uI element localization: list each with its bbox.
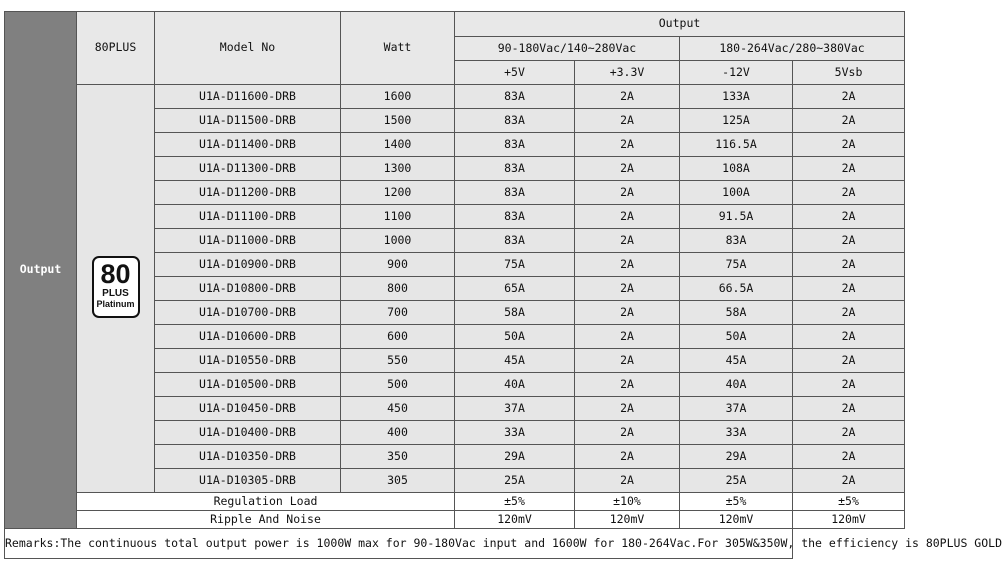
model-cell: U1A-D10400-DRB (155, 421, 341, 445)
rail-5v-cell: 45A (455, 349, 575, 373)
rail-5v-cell: 83A (455, 133, 575, 157)
output-side-label: Output (5, 12, 77, 529)
rail-5vsb-cell: 2A (793, 349, 905, 373)
rail-3v3-cell: 2A (575, 133, 680, 157)
ripple-noise-value: 120mV (455, 511, 575, 529)
rail-n12v-cell: 37A (680, 397, 793, 421)
rail-5vsb-cell: 2A (793, 109, 905, 133)
watt-cell: 1200 (341, 181, 455, 205)
regulation-load-value: ±10% (575, 493, 680, 511)
watt-cell: 350 (341, 445, 455, 469)
rail-n12v-cell: 91.5A (680, 205, 793, 229)
model-cell: U1A-D11500-DRB (155, 109, 341, 133)
watt-cell: 1400 (341, 133, 455, 157)
rail-5vsb-cell: 2A (793, 421, 905, 445)
header-rail-3v3: +3.3V (575, 61, 680, 85)
rail-5v-cell: 83A (455, 181, 575, 205)
watt-cell: 800 (341, 277, 455, 301)
logo-number: 80 (100, 259, 131, 290)
rail-5v-cell: 83A (455, 85, 575, 109)
ripple-noise-value: 120mV (575, 511, 680, 529)
rail-3v3-cell: 2A (575, 253, 680, 277)
rail-3v3-cell: 2A (575, 373, 680, 397)
header-output: Output (455, 12, 905, 37)
watt-cell: 600 (341, 325, 455, 349)
model-cell: U1A-D11600-DRB (155, 85, 341, 109)
watt-cell: 1300 (341, 157, 455, 181)
watt-cell: 400 (341, 421, 455, 445)
rail-n12v-cell: 75A (680, 253, 793, 277)
ripple-noise-value: 120mV (680, 511, 793, 529)
rail-3v3-cell: 2A (575, 109, 680, 133)
rail-5v-cell: 25A (455, 469, 575, 493)
logo-plus: PLUS (102, 288, 129, 300)
header-80plus: 80PLUS (77, 12, 155, 85)
watt-cell: 550 (341, 349, 455, 373)
logo-tier: Platinum (96, 299, 135, 310)
rail-5v-cell: 75A (455, 253, 575, 277)
rail-n12v-cell: 133A (680, 85, 793, 109)
watt-cell: 1500 (341, 109, 455, 133)
rail-3v3-cell: 2A (575, 325, 680, 349)
rail-5v-cell: 33A (455, 421, 575, 445)
regulation-load-value: ±5% (455, 493, 575, 511)
model-cell: U1A-D11100-DRB (155, 205, 341, 229)
model-cell: U1A-D11400-DRB (155, 133, 341, 157)
rail-n12v-cell: 108A (680, 157, 793, 181)
80plus-platinum-logo (92, 256, 140, 318)
rail-3v3-cell: 2A (575, 229, 680, 253)
model-cell: U1A-D10350-DRB (155, 445, 341, 469)
rail-n12v-cell: 116.5A (680, 133, 793, 157)
rail-3v3-cell: 2A (575, 469, 680, 493)
rail-3v3-cell: 2A (575, 421, 680, 445)
remarks-text: Remarks:The continuous total output power is 1000W max for 90-180Vac input and 1600W for 180-264Vac.For 305W&350W, the efficiency is 80PLUS GOLD (5, 529, 793, 559)
rail-5v-cell: 83A (455, 229, 575, 253)
model-cell: U1A-D10900-DRB (155, 253, 341, 277)
rail-n12v-cell: 100A (680, 181, 793, 205)
rail-5v-cell: 58A (455, 301, 575, 325)
80plus-platinum-logo-cell (77, 85, 155, 493)
ripple-noise-value: 120mV (793, 511, 905, 529)
header-model-no: Model No (155, 12, 341, 85)
rail-5v-cell: 83A (455, 157, 575, 181)
rail-5vsb-cell: 2A (793, 253, 905, 277)
model-cell: U1A-D10700-DRB (155, 301, 341, 325)
watt-cell: 700 (341, 301, 455, 325)
rail-n12v-cell: 45A (680, 349, 793, 373)
rail-3v3-cell: 2A (575, 301, 680, 325)
header-input-range-high: 180-264Vac/280~380Vac (680, 37, 905, 61)
rail-5v-cell: 65A (455, 277, 575, 301)
watt-cell: 305 (341, 469, 455, 493)
rail-5vsb-cell: 2A (793, 229, 905, 253)
model-cell: U1A-D11000-DRB (155, 229, 341, 253)
rail-5vsb-cell: 2A (793, 445, 905, 469)
table-row (5, 85, 905, 109)
rail-3v3-cell: 2A (575, 397, 680, 421)
rail-5v-cell: 50A (455, 325, 575, 349)
rail-n12v-cell: 58A (680, 301, 793, 325)
watt-cell: 1000 (341, 229, 455, 253)
rail-5vsb-cell: 2A (793, 205, 905, 229)
rail-n12v-cell: 66.5A (680, 277, 793, 301)
header-rail-n12v: -12V (680, 61, 793, 85)
model-cell: U1A-D10450-DRB (155, 397, 341, 421)
model-cell: U1A-D10305-DRB (155, 469, 341, 493)
watt-cell: 500 (341, 373, 455, 397)
watt-cell: 1100 (341, 205, 455, 229)
rail-5vsb-cell: 2A (793, 157, 905, 181)
header-watt: Watt (341, 12, 455, 85)
rail-n12v-cell: 29A (680, 445, 793, 469)
regulation-load-label: Regulation Load (77, 493, 455, 511)
rail-5v-cell: 29A (455, 445, 575, 469)
header-rail-5vsb: 5Vsb (793, 61, 905, 85)
rail-3v3-cell: 2A (575, 349, 680, 373)
rail-5vsb-cell: 2A (793, 85, 905, 109)
rail-5vsb-cell: 2A (793, 397, 905, 421)
rail-5vsb-cell: 2A (793, 133, 905, 157)
rail-5v-cell: 83A (455, 109, 575, 133)
watt-cell: 450 (341, 397, 455, 421)
rail-5vsb-cell: 2A (793, 469, 905, 493)
watt-cell: 900 (341, 253, 455, 277)
rail-3v3-cell: 2A (575, 157, 680, 181)
rail-5vsb-cell: 2A (793, 181, 905, 205)
model-cell: U1A-D10500-DRB (155, 373, 341, 397)
output-spec-table (4, 11, 1002, 559)
rail-3v3-cell: 2A (575, 205, 680, 229)
rail-5vsb-cell: 2A (793, 277, 905, 301)
regulation-load-value: ±5% (793, 493, 905, 511)
rail-5vsb-cell: 2A (793, 301, 905, 325)
header-rail-5v: +5V (455, 61, 575, 85)
rail-3v3-cell: 2A (575, 445, 680, 469)
rail-3v3-cell: 2A (575, 277, 680, 301)
rail-3v3-cell: 2A (575, 181, 680, 205)
model-cell: U1A-D10600-DRB (155, 325, 341, 349)
rail-n12v-cell: 125A (680, 109, 793, 133)
rail-3v3-cell: 2A (575, 85, 680, 109)
remarks-row (5, 529, 905, 559)
model-cell: U1A-D10800-DRB (155, 277, 341, 301)
watt-cell: 1600 (341, 85, 455, 109)
rail-5v-cell: 83A (455, 205, 575, 229)
rail-n12v-cell: 40A (680, 373, 793, 397)
rail-5vsb-cell: 2A (793, 373, 905, 397)
regulation-load-value: ±5% (680, 493, 793, 511)
header-input-range-low: 90-180Vac/140~280Vac (455, 37, 680, 61)
rail-n12v-cell: 25A (680, 469, 793, 493)
rail-n12v-cell: 83A (680, 229, 793, 253)
rail-5v-cell: 37A (455, 397, 575, 421)
model-cell: U1A-D11300-DRB (155, 157, 341, 181)
ripple-noise-row (5, 511, 905, 529)
rail-5vsb-cell: 2A (793, 325, 905, 349)
rail-n12v-cell: 50A (680, 325, 793, 349)
rail-5v-cell: 40A (455, 373, 575, 397)
model-cell: U1A-D10550-DRB (155, 349, 341, 373)
model-cell: U1A-D11200-DRB (155, 181, 341, 205)
regulation-load-row (5, 493, 905, 511)
ripple-noise-label: Ripple And Noise (77, 511, 455, 529)
rail-n12v-cell: 33A (680, 421, 793, 445)
